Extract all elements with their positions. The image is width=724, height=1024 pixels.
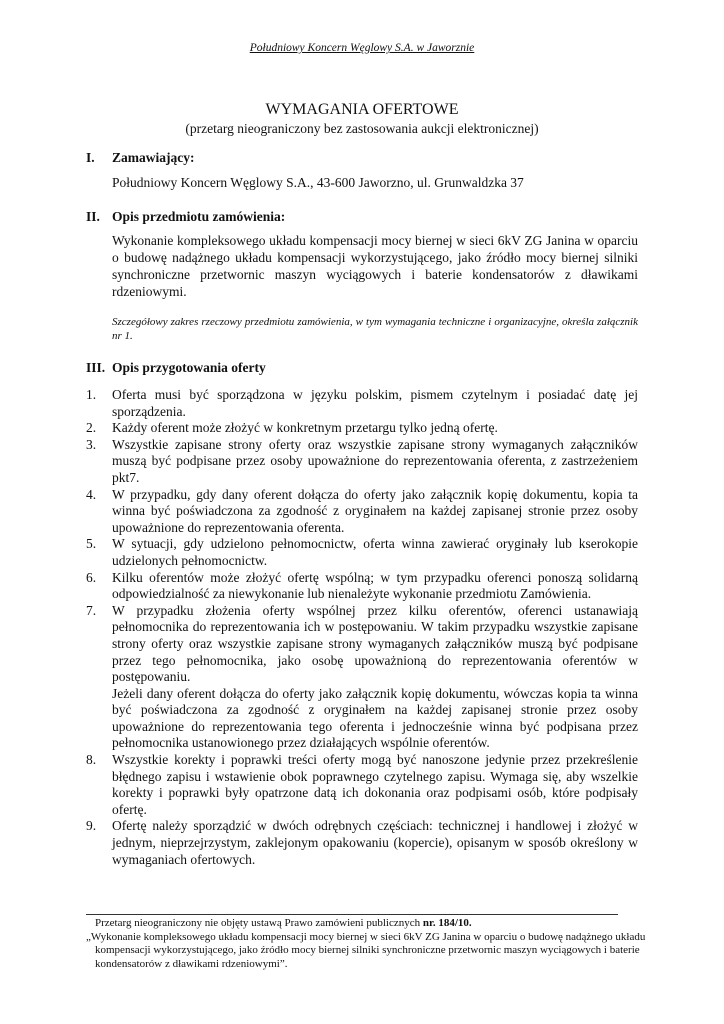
list-item-number: 2. xyxy=(86,420,97,436)
section-1-text: Południowy Koncern Węglowy S.A., 43-600 Jaworzno, ul. Grunwaldzka 37 xyxy=(112,175,524,190)
section-3-title: Opis przygotowania oferty xyxy=(112,360,266,375)
list-item-text: W sytuacji, gdy udzielono pełnomocnictw, oferta winna zawierać oryginały lub kserokopie udzielonych pełnomocnictw. xyxy=(112,536,638,568)
page-footer xyxy=(86,917,646,971)
list-item-number: 5. xyxy=(86,536,97,552)
footer-line-2: „Wykonanie kompleksowego układu kompensacji mocy biernej w sieci 6kV ZG Janina w oparciu o budowę nadążnego układu kompensacji wykorzystującego, jako źródło mocy biernej silniki synchroniczne przetwornic maszyn wyciągowych i baterie kondensatorów z dławikami rdzeniowymi”. xyxy=(86,930,646,970)
list-item xyxy=(86,387,638,420)
section-1-number: I. xyxy=(86,150,95,165)
list-item-text: Wszystkie korekty i poprawki treści oferty mogą być nanoszone jedynie przez przekreślenie błędnego zapisu i wstawienie obok poprawnego czytelnego zapisu. Wymaga się, aby wszelkie korekty i poprawki były opatrzone datą ich dokonania oraz podpisami osób, które podpisały ofertę. xyxy=(112,752,638,817)
section-3-heading xyxy=(86,360,266,376)
list-item xyxy=(86,603,638,752)
list-item-text: Każdy oferent może złożyć w konkretnym przetargu tylko jedną ofertę. xyxy=(112,420,498,436)
list-item-number: 4. xyxy=(86,486,97,502)
footer-tender-number: nr. 184/10. xyxy=(422,917,472,929)
list-item-number: 3. xyxy=(86,436,97,452)
list-item xyxy=(86,570,638,603)
section-2-text: Wykonanie kompleksowego układu kompensacji mocy biernej w sieci 6kV ZG Janina w oparciu o budowę nadążnego układu kompensacji wykorzystującego, jako źródło mocy biernej silniki synchroniczne przetwornic maszyn wyciągowych i baterie kondensatorów z dławikami rdzeniowymi. xyxy=(112,233,638,299)
section-2-note: Szczegółowy zakres rzeczowy przedmiotu zamówienia, w tym wymagania techniczne i organizacyjne, określa załącznik nr 1. xyxy=(112,316,638,342)
section-2-heading xyxy=(86,209,285,225)
list-item-number: 1. xyxy=(86,387,97,402)
list-item-text: W przypadku, gdy dany oferent dołącza do oferty jako załącznik kopię dokumentu, kopia ta winna być poświadczona za zgodność z oryginałem na każdej zapisanej stronie przez osoby upoważnione do reprezentowania oferenta. xyxy=(112,486,638,535)
list-item-number: 9. xyxy=(86,818,97,834)
list-item xyxy=(86,437,638,487)
list-item-text: Ofertę należy sporządzić w dwóch odrębnych częściach: technicznej i handlowej i złożyć w jednym, nieprzejrzystym, zaklejonym opakowaniu (kopercie), opisanym w sposób określony w wymaganiach ofertowych. xyxy=(112,818,638,867)
section-1-heading xyxy=(86,150,194,166)
section-2-title: Opis przedmiotu zamówienia: xyxy=(112,209,286,224)
list-item-number: 6. xyxy=(86,569,97,585)
list-item-number: 8. xyxy=(86,752,97,768)
footer-divider xyxy=(86,914,618,915)
footer-line-1 xyxy=(86,917,646,931)
footer-line-1-text: Przetarg nieograniczony nie objęty ustawą Prawo zamówieni publicznych xyxy=(95,917,421,929)
list-item-number: 7. xyxy=(86,602,97,618)
document-subtitle: (przetarg nieograniczony bez zastosowania aukcji elektronicznej) xyxy=(185,121,539,136)
document-title: WYMAGANIA OFERTOWE xyxy=(265,101,459,118)
section-1-title: Zamawiający: xyxy=(112,150,195,165)
list-item xyxy=(86,752,638,818)
list-item xyxy=(86,818,638,868)
list-item xyxy=(86,536,638,569)
list-item-text: W przypadku złożenia oferty wspólnej przez kilku oferentów, oferenci ustanawiają pełnomocnika do reprezentowania ich w postępowaniu. W takim przypadku wszystkie zapisane strony oferty oraz wszystkie zapisane strony wymaganych załączników muszą być podpisane przez tego pełnomocnika, jako osobę upoważnioną do reprezentowania oferentów w postępowaniu. xyxy=(112,602,638,685)
page-header: Południowy Koncern Węglowy S.A. w Jaworznie xyxy=(249,42,475,54)
offer-requirements-list xyxy=(86,387,638,868)
list-item xyxy=(86,420,638,437)
list-item-text-continued: Jeżeli dany oferent dołącza do oferty jako załącznik kopię dokumentu, wówczas kopia ta winna być poświadczona za zgodność z oryginałem na każdej zapisanej stronie przez osoby upoważnione do reprezentowania tego oferenta i jednocześnie winna być podpisana przez pełnomocnika ustanowionego przez działających wspólnie oferentów. xyxy=(112,685,638,751)
list-item-text: Kilku oferentów może złożyć ofertę wspólną; w tym przypadku oferenci ponoszą solidarną odpowiedzialność za niewykonanie lub nienależyte wykonanie przedmiotu Zamówienia. xyxy=(112,569,638,602)
list-item-text: Wszystkie zapisane strony oferty oraz wszystkie zapisane strony wymaganych załączników muszą być podpisane przez osoby upoważnione do reprezentowania oferenta, z zastrzeżeniem pkt7. xyxy=(112,436,638,485)
list-item xyxy=(86,487,638,537)
section-2-number: II. xyxy=(86,209,100,224)
list-item-text: Oferta musi być sporządzona w języku polskim, pismem czytelnym i posiadać datę jej sporządzenia. xyxy=(112,387,638,419)
section-3-number: III. xyxy=(86,360,106,375)
